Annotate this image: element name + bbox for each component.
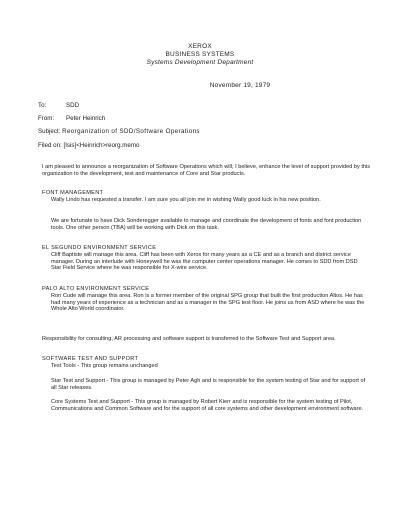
memo-from-line xyxy=(38,115,105,122)
test-section-title: SOFTWARE TEST AND SUPPORT xyxy=(42,356,139,362)
to-label: To: xyxy=(38,102,47,109)
memo-subject-line xyxy=(38,128,200,135)
intro-paragraph: I am pleased to announce a reorganization of Software Operations which will, I believe, enhance the level of support provided by this organization to the development, test and maintenance of Core and Star products. xyxy=(42,164,371,177)
elsegundo-section-title: EL SEGUNDO ENVIRONMENT SERVICE xyxy=(42,245,157,251)
font-paragraph-1: Wally Lindo has requested a transfer. I am sure you all join me in wishing Wally good luck in his new position. xyxy=(51,197,321,203)
from-value: Peter Heinrich xyxy=(66,115,106,122)
star-test-paragraph: Star Test and Support - This group is managed by Peter Agh and is responsible for the system testing of Star and for support of all Star releases. xyxy=(51,378,366,391)
paloalto-paragraph: Ron Cude will manage this area. Ron is a former member of the original SPG group that built the first production Altos. He has had many years of experience as a technician and as a manager in the SPG test floor. He joins us from ASD where he was the Whole Alto World coordinator. xyxy=(51,293,365,313)
memo-to-line xyxy=(38,102,79,109)
test-tools-line: Test Tools - This group remains unchanged xyxy=(51,363,158,369)
core-test-paragraph: Core Systems Test and Support - This group is managed by Robert Kierr and is responsible for the system testing of Pilot, Communications and Common Software and for the support of all core systems and other development environment software. xyxy=(51,399,364,412)
subject-label: Subject: xyxy=(38,128,61,135)
elsegundo-paragraph: Cliff Baptiste will manage this area. Cliff has been with Xerox for many years as a CE and as a branch and district service manager. During an interlude with Honeywell he was the computer center operations manager. He comes to SDD from DSD Star Field Service where he was responsible for X-wire service. xyxy=(51,252,358,272)
to-value: SDD xyxy=(66,102,80,109)
filed-value: [Isis]<Heinrich>reorg.memo xyxy=(63,142,140,149)
responsibility-paragraph: Responsibility for consulting, AR processing and software support is transferred to the Software Test and Support area. xyxy=(42,336,336,342)
subject-value: Reorganization of SDD/Software Operations xyxy=(62,128,200,135)
company-name: XEROX xyxy=(188,43,212,50)
department-name: Systems Development Department xyxy=(146,59,254,66)
memo-filed-line xyxy=(38,142,139,149)
division-name: BUSINESS SYSTEMS xyxy=(165,51,235,58)
font-section-title: FONT MANAGEMENT xyxy=(42,190,104,196)
filed-label: Filed on: xyxy=(38,142,62,149)
memo-date: November 19, 1979 xyxy=(209,82,271,89)
paloalto-section-title: PALO ALTO ENVIRONMENT SERVICE xyxy=(42,286,150,292)
font-paragraph-2: We are fortunate to have Dick Sonderegger available to manage and coordinate the development of fonts and font production tools. One other person (TBA) will be working with Dick on this task. xyxy=(51,218,362,231)
from-label: From: xyxy=(38,115,55,122)
